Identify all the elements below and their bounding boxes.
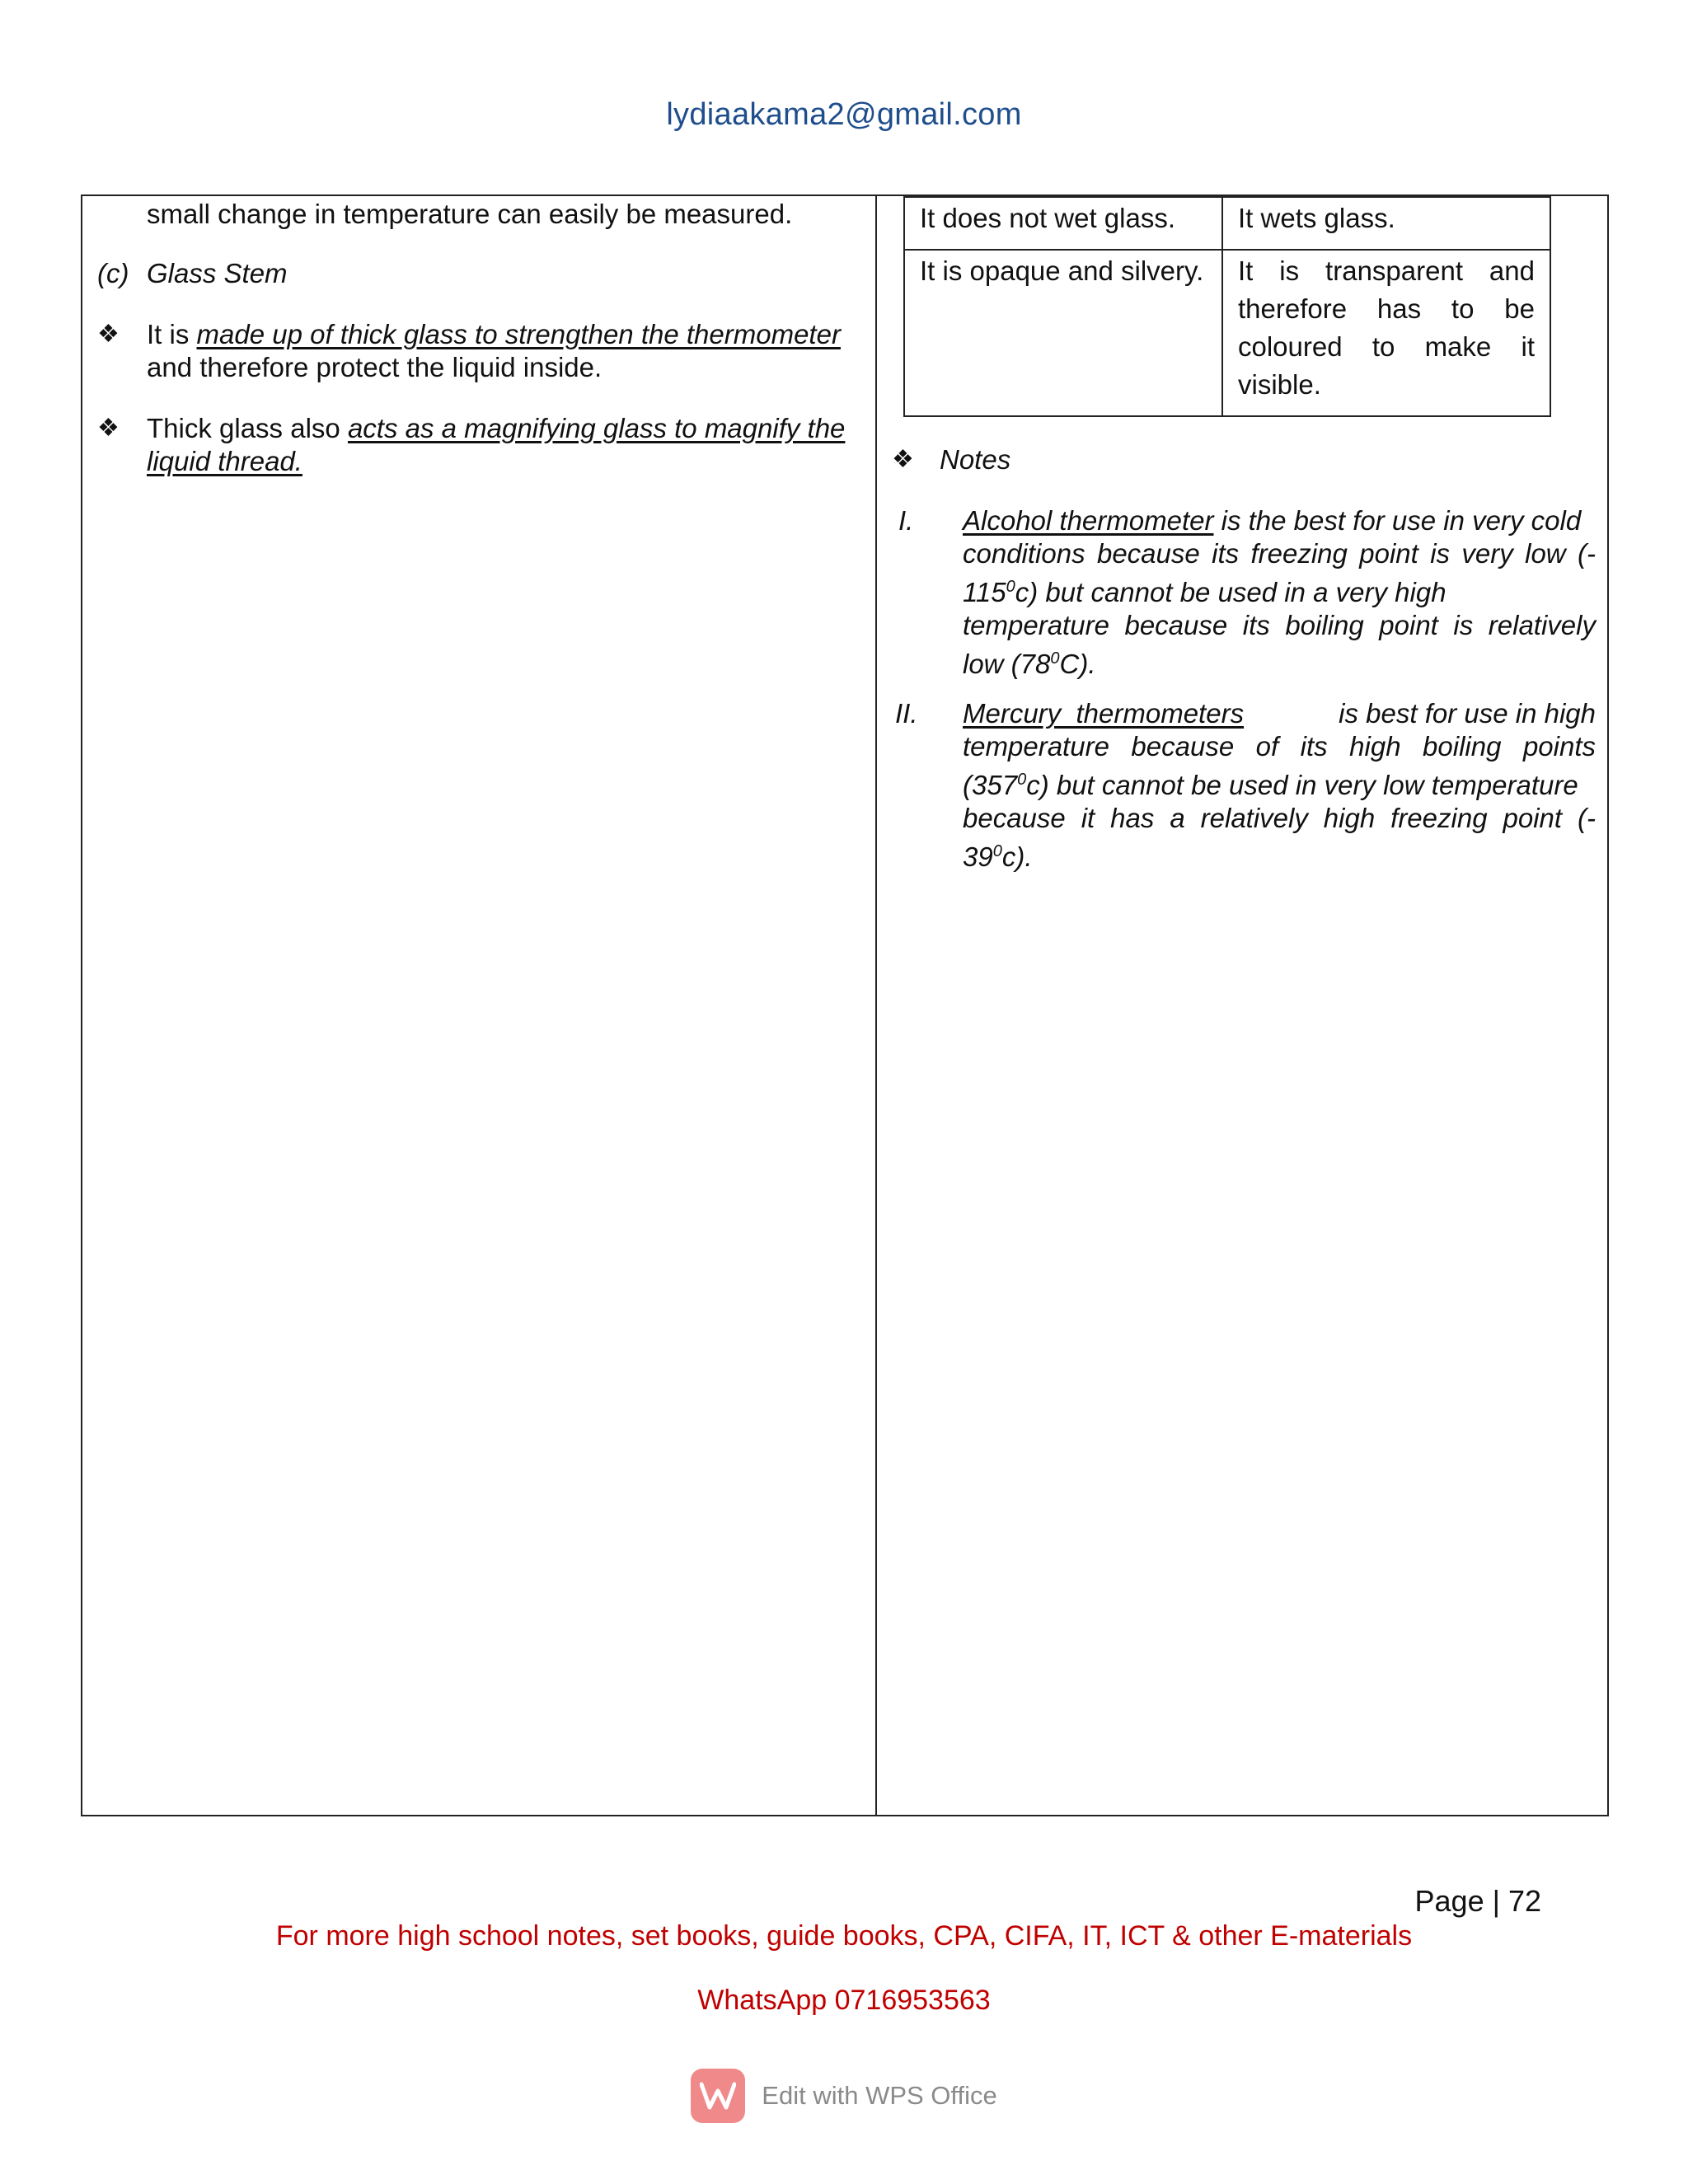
bullet-1 — [147, 318, 860, 384]
note-1-number: I. — [898, 505, 914, 536]
note-1-line3 — [963, 570, 1596, 609]
bullet-2-emphasis: acts as a magnifying glass to magnify the — [347, 413, 846, 443]
bullet-1-prefix: It is — [147, 319, 197, 349]
promo-line: For more high school notes, set books, guide books, CPA, CIFA, IT, ICT & other E-materials — [275, 1920, 1413, 1952]
content-table — [81, 194, 1609, 1816]
note-2-line3-text: c) but cannot be used in very low temperature — [1026, 770, 1578, 800]
table-cell: It does not wet glass. — [904, 197, 1222, 250]
table-cell: It is opaque and silvery. — [904, 250, 1222, 416]
wps-edit-button[interactable] — [0, 2069, 1688, 2123]
note-2-lead: Mercury thermometers — [963, 698, 1245, 729]
note-2-line5 — [963, 835, 1596, 874]
section-title: Glass Stem — [147, 258, 288, 288]
note-1-value: low (78 — [963, 649, 1051, 679]
note-2-value: (357 — [963, 770, 1018, 800]
bullet-1-rest: and therefore protect the liquid inside. — [147, 352, 603, 382]
bullet-2 — [147, 412, 860, 478]
continuation-text: small change in temperature can easily be measured. — [147, 199, 793, 229]
note-2-value: 39 — [963, 841, 993, 872]
note-1-line1: is the best for use in very cold — [1213, 505, 1582, 536]
note-2-line1: is best for use in high — [1330, 698, 1596, 729]
note-2-line4: because it has a relatively high freezing point (- — [963, 803, 1596, 833]
left-column — [82, 196, 875, 1815]
degree-sup: 0 — [1006, 578, 1015, 596]
table-cell: It is transparent and therefore has to be coloured to make it visible. — [1222, 250, 1550, 416]
note-1-line3-text: c) but cannot be used in a very high — [1015, 577, 1447, 607]
section-label: (c) — [97, 258, 129, 288]
table-row — [904, 250, 1550, 416]
note-2-line2: temperature because of its high boiling points — [963, 731, 1596, 762]
wps-logo-icon — [691, 2069, 745, 2123]
bullet-1-emphasis: made up of thick glass to strengthen the thermometer — [196, 319, 841, 349]
diamond-bullet-icon: ❖ — [97, 415, 120, 442]
note-1-body — [963, 504, 1596, 681]
note-1-lead: Alcohol thermometer — [963, 505, 1214, 536]
wps-label: Edit with WPS Office — [762, 2081, 997, 2110]
bullet-2-prefix: Thick glass also — [147, 413, 348, 443]
degree-sup: 0 — [1050, 649, 1060, 668]
degree-sup: 0 — [1017, 771, 1027, 789]
note-1-line5 — [963, 642, 1596, 681]
page-number: Page | 72 — [1414, 1884, 1541, 1918]
whatsapp-line: WhatsApp 0716953563 — [697, 1985, 991, 2016]
note-1-line4: temperature because its boiling point is relatively — [963, 610, 1596, 640]
note-2-line5-text: c). — [1001, 841, 1033, 872]
header-email[interactable]: lydiaakama2@gmail.com — [666, 97, 1022, 132]
right-column — [877, 196, 1607, 1815]
note-2-number: II. — [895, 698, 918, 729]
note-1-line5-text: C). — [1059, 649, 1096, 679]
note-2-body — [963, 697, 1596, 874]
notes-heading: Notes — [940, 444, 1011, 475]
note-2-line3 — [963, 763, 1596, 802]
table-row — [904, 197, 1550, 250]
note-1-value: 115 — [963, 577, 1006, 607]
bullet-2-emphasis-cont: liquid thread. — [147, 446, 302, 476]
note-1-line2: conditions because its freezing point is very low (- — [963, 538, 1596, 569]
diamond-bullet-icon: ❖ — [97, 321, 120, 348]
diamond-bullet-icon: ❖ — [892, 446, 914, 473]
table-cell: It wets glass. — [1222, 197, 1550, 250]
comparison-table — [903, 196, 1551, 417]
degree-sup: 0 — [992, 842, 1002, 860]
